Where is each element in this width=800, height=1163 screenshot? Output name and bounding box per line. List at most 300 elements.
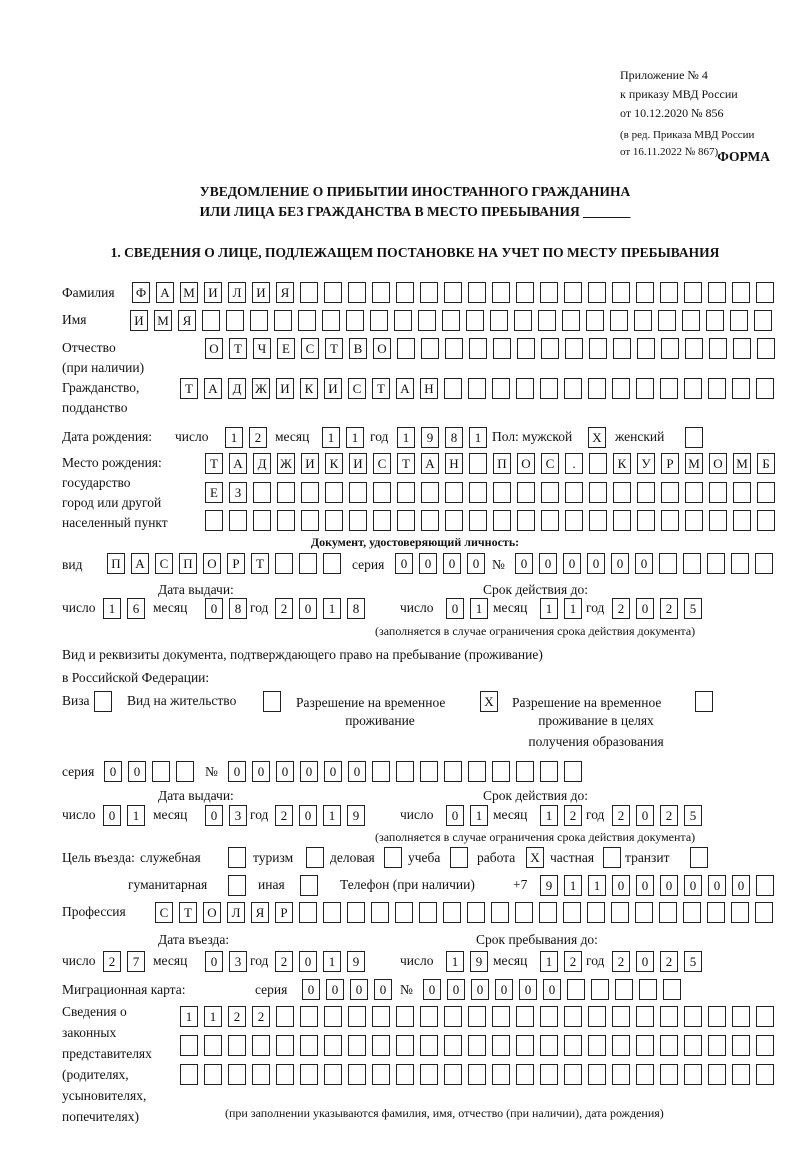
- birthplace-cell[interactable]: Т: [205, 453, 223, 474]
- profession-cell[interactable]: [707, 902, 725, 923]
- birthplace-cell[interactable]: [301, 510, 319, 531]
- representatives-cell[interactable]: [444, 1035, 462, 1056]
- day-cell[interactable]: 6: [127, 598, 145, 619]
- representatives-cell[interactable]: [492, 1064, 510, 1085]
- profession-cell[interactable]: Л: [227, 902, 245, 923]
- mc-number-cell[interactable]: 0: [495, 979, 513, 1000]
- stay-number-cell[interactable]: 0: [228, 761, 246, 782]
- representatives-cell[interactable]: [708, 1035, 726, 1056]
- representatives-cell[interactable]: [468, 1064, 486, 1085]
- citizenship-cell[interactable]: Т: [180, 378, 198, 399]
- purpose-7-cell[interactable]: [228, 875, 246, 896]
- name-cell[interactable]: [658, 310, 676, 331]
- birthplace-cell[interactable]: О: [709, 453, 727, 474]
- birthplace-cell[interactable]: [445, 510, 463, 531]
- year-cell[interactable]: 0: [299, 951, 317, 972]
- year-cell[interactable]: 5: [684, 598, 702, 619]
- birth-year-cell[interactable]: 1: [397, 427, 415, 448]
- birthplace-cell[interactable]: [373, 482, 391, 503]
- representatives-cell[interactable]: [540, 1064, 558, 1085]
- birthplace-cell[interactable]: [685, 510, 703, 531]
- representatives-cell[interactable]: [204, 1035, 222, 1056]
- doc-number-cell[interactable]: 0: [515, 553, 533, 574]
- year-cell[interactable]: 2: [612, 598, 630, 619]
- birthplace-cell[interactable]: Р: [661, 453, 679, 474]
- birthplace-cell[interactable]: С: [541, 453, 559, 474]
- birthplace-cell[interactable]: С: [373, 453, 391, 474]
- profession-cell[interactable]: [539, 902, 557, 923]
- patronymic-cell[interactable]: [613, 338, 631, 359]
- birthplace-cell[interactable]: [253, 482, 271, 503]
- name-cell[interactable]: [610, 310, 628, 331]
- representatives-cell[interactable]: [348, 1064, 366, 1085]
- profession-cell[interactable]: [563, 902, 581, 923]
- birth-month-cell[interactable]: 1: [322, 427, 340, 448]
- mc-number-cell[interactable]: [567, 979, 585, 1000]
- profession-cell[interactable]: [347, 902, 365, 923]
- name-cell[interactable]: [586, 310, 604, 331]
- stay-number-cell[interactable]: [468, 761, 486, 782]
- birthplace-cell[interactable]: И: [349, 453, 367, 474]
- name-cell[interactable]: [442, 310, 460, 331]
- representatives-cell[interactable]: [492, 1035, 510, 1056]
- doc-type-cell[interactable]: [275, 553, 293, 574]
- representatives-cell[interactable]: [228, 1035, 246, 1056]
- representatives-cell[interactable]: [636, 1035, 654, 1056]
- citizenship-cell[interactable]: А: [204, 378, 222, 399]
- patronymic-cell[interactable]: Ч: [253, 338, 271, 359]
- representatives-cell[interactable]: [612, 1035, 630, 1056]
- surname-cell[interactable]: [564, 282, 582, 303]
- stay-number-cell[interactable]: [516, 761, 534, 782]
- birthplace-cell[interactable]: [325, 482, 343, 503]
- citizenship-cell[interactable]: [468, 378, 486, 399]
- birthplace-cell[interactable]: [229, 510, 247, 531]
- representatives-cell[interactable]: [708, 1006, 726, 1027]
- birth-year-cell[interactable]: 8: [445, 427, 463, 448]
- doc-series-cell[interactable]: 0: [419, 553, 437, 574]
- birthplace-cell[interactable]: [373, 510, 391, 531]
- birthplace-cell[interactable]: [757, 482, 775, 503]
- birthplace-cell[interactable]: [613, 482, 631, 503]
- doc-series-cell[interactable]: 0: [467, 553, 485, 574]
- stay-number-cell[interactable]: [444, 761, 462, 782]
- patronymic-cell[interactable]: [589, 338, 607, 359]
- representatives-cell[interactable]: [444, 1064, 462, 1085]
- purpose-3-cell[interactable]: [450, 847, 468, 868]
- doc-series-cell[interactable]: 0: [395, 553, 413, 574]
- doc-number-cell[interactable]: [755, 553, 773, 574]
- doc-number-cell[interactable]: 0: [563, 553, 581, 574]
- mc-number-cell[interactable]: 0: [471, 979, 489, 1000]
- day-cell[interactable]: 0: [103, 805, 121, 826]
- citizenship-cell[interactable]: [540, 378, 558, 399]
- stay-series-cell[interactable]: 0: [104, 761, 122, 782]
- representatives-cell[interactable]: [324, 1035, 342, 1056]
- representatives-cell[interactable]: [300, 1006, 318, 1027]
- representatives-cell[interactable]: [588, 1035, 606, 1056]
- name-cell[interactable]: [754, 310, 772, 331]
- day-cell[interactable]: 1: [127, 805, 145, 826]
- birthplace-cell[interactable]: О: [517, 453, 535, 474]
- representatives-cell[interactable]: [348, 1006, 366, 1027]
- purpose-2-cell[interactable]: [384, 847, 402, 868]
- representatives-cell[interactable]: 2: [228, 1006, 246, 1027]
- representatives-cell[interactable]: [564, 1064, 582, 1085]
- birthplace-cell[interactable]: [253, 510, 271, 531]
- year-cell[interactable]: 0: [299, 805, 317, 826]
- citizenship-cell[interactable]: [492, 378, 510, 399]
- sex-male-cell[interactable]: X: [588, 427, 606, 448]
- patronymic-cell[interactable]: [733, 338, 751, 359]
- name-cell[interactable]: [322, 310, 340, 331]
- year-cell[interactable]: 2: [612, 951, 630, 972]
- profession-cell[interactable]: [755, 902, 773, 923]
- doc-number-cell[interactable]: 0: [539, 553, 557, 574]
- representatives-cell[interactable]: 2: [252, 1006, 270, 1027]
- patronymic-cell[interactable]: [541, 338, 559, 359]
- citizenship-cell[interactable]: [756, 378, 774, 399]
- representatives-cell[interactable]: [660, 1006, 678, 1027]
- doc-number-cell[interactable]: 0: [587, 553, 605, 574]
- representatives-cell[interactable]: [636, 1064, 654, 1085]
- sex-female-cell[interactable]: [685, 427, 703, 448]
- profession-cell[interactable]: Т: [179, 902, 197, 923]
- year-cell[interactable]: 0: [299, 598, 317, 619]
- representatives-cell[interactable]: [468, 1035, 486, 1056]
- day-cell[interactable]: 0: [446, 805, 464, 826]
- surname-cell[interactable]: [636, 282, 654, 303]
- stay-number-cell[interactable]: 0: [252, 761, 270, 782]
- mc-series-cell[interactable]: 0: [350, 979, 368, 1000]
- representatives-cell[interactable]: 1: [180, 1006, 198, 1027]
- birth-day-cell[interactable]: 2: [249, 427, 267, 448]
- representatives-cell[interactable]: [684, 1035, 702, 1056]
- patronymic-cell[interactable]: [397, 338, 415, 359]
- representatives-cell[interactable]: [252, 1035, 270, 1056]
- citizenship-cell[interactable]: [588, 378, 606, 399]
- month-cell[interactable]: 1: [540, 951, 558, 972]
- representatives-cell[interactable]: [372, 1035, 390, 1056]
- day-cell[interactable]: 1: [446, 951, 464, 972]
- profession-cell[interactable]: [395, 902, 413, 923]
- birthplace-cell[interactable]: [469, 453, 487, 474]
- patronymic-cell[interactable]: [661, 338, 679, 359]
- birthplace-cell[interactable]: [709, 510, 727, 531]
- representatives-cell[interactable]: [588, 1006, 606, 1027]
- year-cell[interactable]: 2: [660, 805, 678, 826]
- temp-residence-cell[interactable]: X: [480, 691, 498, 712]
- year-cell[interactable]: 2: [275, 805, 293, 826]
- month-cell[interactable]: 1: [540, 805, 558, 826]
- stay-number-cell[interactable]: 0: [324, 761, 342, 782]
- patronymic-cell[interactable]: [493, 338, 511, 359]
- purpose-4-cell[interactable]: X: [526, 847, 544, 868]
- citizenship-cell[interactable]: [708, 378, 726, 399]
- profession-cell[interactable]: [587, 902, 605, 923]
- mc-number-cell[interactable]: 0: [519, 979, 537, 1000]
- doc-number-cell[interactable]: [659, 553, 677, 574]
- birthplace-cell[interactable]: [349, 510, 367, 531]
- phone-cell[interactable]: 0: [660, 875, 678, 896]
- year-cell[interactable]: 2: [612, 805, 630, 826]
- name-cell[interactable]: [706, 310, 724, 331]
- citizenship-cell[interactable]: [636, 378, 654, 399]
- name-cell[interactable]: [634, 310, 652, 331]
- birth-day-cell[interactable]: 1: [225, 427, 243, 448]
- representatives-cell[interactable]: [420, 1064, 438, 1085]
- patronymic-cell[interactable]: [421, 338, 439, 359]
- surname-cell[interactable]: [708, 282, 726, 303]
- name-cell[interactable]: [418, 310, 436, 331]
- birthplace-cell[interactable]: [661, 482, 679, 503]
- birthplace-cell[interactable]: [613, 510, 631, 531]
- profession-cell[interactable]: [467, 902, 485, 923]
- birthplace-cell[interactable]: [517, 482, 535, 503]
- name-cell[interactable]: [226, 310, 244, 331]
- birthplace-cell[interactable]: [541, 510, 559, 531]
- stay-number-cell[interactable]: 0: [276, 761, 294, 782]
- name-cell[interactable]: [682, 310, 700, 331]
- name-cell[interactable]: [394, 310, 412, 331]
- patronymic-cell[interactable]: [445, 338, 463, 359]
- citizenship-cell[interactable]: К: [300, 378, 318, 399]
- temp-edu-cell[interactable]: [695, 691, 713, 712]
- birthplace-cell[interactable]: Е: [205, 482, 223, 503]
- mc-number-cell[interactable]: 0: [543, 979, 561, 1000]
- birthplace-cell[interactable]: [757, 510, 775, 531]
- doc-number-cell[interactable]: [707, 553, 725, 574]
- phone-cell[interactable]: 0: [612, 875, 630, 896]
- surname-cell[interactable]: [348, 282, 366, 303]
- name-cell[interactable]: [514, 310, 532, 331]
- profession-cell[interactable]: [635, 902, 653, 923]
- birthplace-cell[interactable]: А: [229, 453, 247, 474]
- surname-cell[interactable]: [732, 282, 750, 303]
- year-cell[interactable]: 0: [636, 805, 654, 826]
- surname-cell[interactable]: М: [180, 282, 198, 303]
- patronymic-cell[interactable]: О: [205, 338, 223, 359]
- profession-cell[interactable]: [443, 902, 461, 923]
- representatives-cell[interactable]: [516, 1064, 534, 1085]
- doc-number-cell[interactable]: [683, 553, 701, 574]
- birth-year-cell[interactable]: 1: [469, 427, 487, 448]
- name-cell[interactable]: [730, 310, 748, 331]
- representatives-cell[interactable]: [468, 1006, 486, 1027]
- day-cell[interactable]: 1: [103, 598, 121, 619]
- year-cell[interactable]: 0: [636, 598, 654, 619]
- representatives-cell[interactable]: [564, 1006, 582, 1027]
- patronymic-cell[interactable]: [565, 338, 583, 359]
- birthplace-cell[interactable]: [325, 510, 343, 531]
- birthplace-cell[interactable]: М: [685, 453, 703, 474]
- representatives-cell[interactable]: [492, 1006, 510, 1027]
- day-cell[interactable]: 1: [470, 805, 488, 826]
- representatives-cell[interactable]: [372, 1064, 390, 1085]
- day-cell[interactable]: 9: [470, 951, 488, 972]
- representatives-cell[interactable]: [684, 1006, 702, 1027]
- doc-number-cell[interactable]: 0: [611, 553, 629, 574]
- surname-cell[interactable]: [300, 282, 318, 303]
- profession-cell[interactable]: О: [203, 902, 221, 923]
- representatives-cell[interactable]: [420, 1006, 438, 1027]
- birthplace-cell[interactable]: [733, 510, 751, 531]
- year-cell[interactable]: 2: [275, 951, 293, 972]
- patronymic-cell[interactable]: [685, 338, 703, 359]
- birthplace-cell[interactable]: [277, 482, 295, 503]
- representatives-cell[interactable]: [540, 1035, 558, 1056]
- stay-number-cell[interactable]: [492, 761, 510, 782]
- phone-cell[interactable]: 9: [540, 875, 558, 896]
- mc-number-cell[interactable]: [615, 979, 633, 1000]
- representatives-cell[interactable]: [588, 1064, 606, 1085]
- birthplace-cell[interactable]: И: [301, 453, 319, 474]
- patronymic-cell[interactable]: [517, 338, 535, 359]
- birthplace-cell[interactable]: Н: [445, 453, 463, 474]
- representatives-cell[interactable]: [756, 1064, 774, 1085]
- representatives-cell[interactable]: [732, 1006, 750, 1027]
- birthplace-cell[interactable]: [661, 510, 679, 531]
- representatives-cell[interactable]: [372, 1006, 390, 1027]
- birthplace-cell[interactable]: [397, 482, 415, 503]
- profession-cell[interactable]: [659, 902, 677, 923]
- birthplace-cell[interactable]: Д: [253, 453, 271, 474]
- phone-cell[interactable]: 1: [588, 875, 606, 896]
- month-cell[interactable]: 2: [564, 951, 582, 972]
- representatives-cell[interactable]: [252, 1064, 270, 1085]
- name-cell[interactable]: Я: [178, 310, 196, 331]
- representatives-cell[interactable]: [180, 1064, 198, 1085]
- birthplace-cell[interactable]: [637, 482, 655, 503]
- patronymic-cell[interactable]: [637, 338, 655, 359]
- doc-number-cell[interactable]: [731, 553, 749, 574]
- stay-number-cell[interactable]: [540, 761, 558, 782]
- phone-cell[interactable]: 0: [636, 875, 654, 896]
- birthplace-cell[interactable]: [493, 482, 511, 503]
- name-cell[interactable]: [562, 310, 580, 331]
- year-cell[interactable]: 2: [275, 598, 293, 619]
- purpose-5-cell[interactable]: [603, 847, 621, 868]
- birthplace-cell[interactable]: [733, 482, 751, 503]
- phone-cell[interactable]: 0: [732, 875, 750, 896]
- birthplace-cell[interactable]: Б: [757, 453, 775, 474]
- name-cell[interactable]: [538, 310, 556, 331]
- surname-cell[interactable]: [396, 282, 414, 303]
- patronymic-cell[interactable]: Т: [325, 338, 343, 359]
- birthplace-cell[interactable]: [517, 510, 535, 531]
- representatives-cell[interactable]: [324, 1006, 342, 1027]
- citizenship-cell[interactable]: Д: [228, 378, 246, 399]
- birthplace-cell[interactable]: З: [229, 482, 247, 503]
- stay-number-cell[interactable]: [564, 761, 582, 782]
- representatives-cell[interactable]: [396, 1064, 414, 1085]
- purpose-1-cell[interactable]: [306, 847, 324, 868]
- representatives-cell[interactable]: [228, 1064, 246, 1085]
- citizenship-cell[interactable]: [564, 378, 582, 399]
- surname-cell[interactable]: Ф: [132, 282, 150, 303]
- mc-number-cell[interactable]: [663, 979, 681, 1000]
- name-cell[interactable]: [202, 310, 220, 331]
- citizenship-cell[interactable]: [660, 378, 678, 399]
- name-cell[interactable]: [466, 310, 484, 331]
- representatives-cell[interactable]: [300, 1064, 318, 1085]
- birthplace-cell[interactable]: [277, 510, 295, 531]
- representatives-cell[interactable]: [276, 1035, 294, 1056]
- surname-cell[interactable]: [372, 282, 390, 303]
- day-cell[interactable]: 2: [103, 951, 121, 972]
- stay-number-cell[interactable]: 0: [348, 761, 366, 782]
- month-cell[interactable]: 0: [205, 805, 223, 826]
- day-cell[interactable]: 1: [470, 598, 488, 619]
- doc-type-cell[interactable]: С: [155, 553, 173, 574]
- name-cell[interactable]: [298, 310, 316, 331]
- surname-cell[interactable]: [540, 282, 558, 303]
- month-cell[interactable]: 8: [229, 598, 247, 619]
- birthplace-cell[interactable]: К: [325, 453, 343, 474]
- birthplace-cell[interactable]: [421, 510, 439, 531]
- month-cell[interactable]: 0: [205, 598, 223, 619]
- surname-cell[interactable]: [420, 282, 438, 303]
- surname-cell[interactable]: [324, 282, 342, 303]
- patronymic-cell[interactable]: В: [349, 338, 367, 359]
- month-cell[interactable]: 2: [564, 805, 582, 826]
- patronymic-cell[interactable]: [757, 338, 775, 359]
- doc-type-cell[interactable]: А: [131, 553, 149, 574]
- month-cell[interactable]: 3: [229, 805, 247, 826]
- patronymic-cell[interactable]: С: [301, 338, 319, 359]
- representatives-cell[interactable]: [396, 1035, 414, 1056]
- profession-cell[interactable]: [323, 902, 341, 923]
- surname-cell[interactable]: [660, 282, 678, 303]
- year-cell[interactable]: 2: [660, 598, 678, 619]
- visa-cell[interactable]: [94, 691, 112, 712]
- surname-cell[interactable]: [588, 282, 606, 303]
- birthplace-cell[interactable]: [565, 510, 583, 531]
- residence-cell[interactable]: [263, 691, 281, 712]
- name-cell[interactable]: [274, 310, 292, 331]
- profession-cell[interactable]: Я: [251, 902, 269, 923]
- birthplace-cell[interactable]: [565, 482, 583, 503]
- year-cell[interactable]: 0: [636, 951, 654, 972]
- birthplace-cell[interactable]: [589, 510, 607, 531]
- birthplace-cell[interactable]: [421, 482, 439, 503]
- representatives-cell[interactable]: [732, 1035, 750, 1056]
- birthplace-cell[interactable]: [397, 510, 415, 531]
- patronymic-cell[interactable]: Т: [229, 338, 247, 359]
- birthplace-cell[interactable]: [301, 482, 319, 503]
- representatives-cell[interactable]: [564, 1035, 582, 1056]
- profession-cell[interactable]: [683, 902, 701, 923]
- surname-cell[interactable]: [516, 282, 534, 303]
- citizenship-cell[interactable]: А: [396, 378, 414, 399]
- month-cell[interactable]: 1: [564, 598, 582, 619]
- surname-cell[interactable]: А: [156, 282, 174, 303]
- representatives-cell[interactable]: [276, 1006, 294, 1027]
- doc-type-cell[interactable]: [299, 553, 317, 574]
- birthplace-cell[interactable]: [445, 482, 463, 503]
- year-cell[interactable]: 5: [684, 951, 702, 972]
- profession-cell[interactable]: [299, 902, 317, 923]
- year-cell[interactable]: 1: [323, 951, 341, 972]
- year-cell[interactable]: 1: [323, 598, 341, 619]
- year-cell[interactable]: 5: [684, 805, 702, 826]
- birthplace-cell[interactable]: .: [565, 453, 583, 474]
- representatives-cell[interactable]: [204, 1064, 222, 1085]
- profession-cell[interactable]: [491, 902, 509, 923]
- name-cell[interactable]: [490, 310, 508, 331]
- year-cell[interactable]: 1: [323, 805, 341, 826]
- mc-number-cell[interactable]: 0: [447, 979, 465, 1000]
